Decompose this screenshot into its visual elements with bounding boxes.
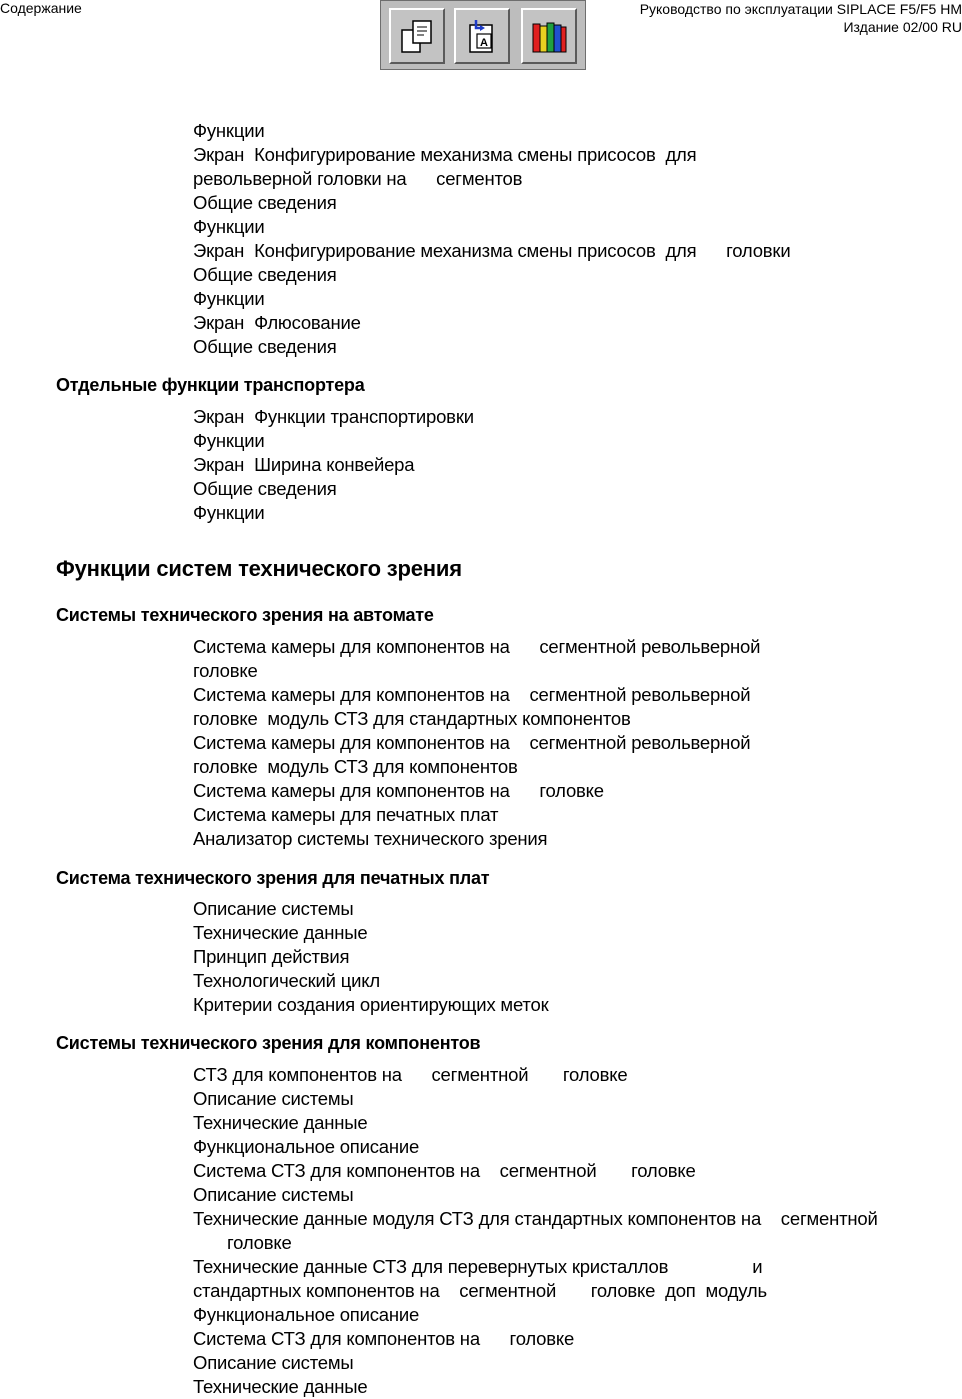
toc-entry[interactable]: револьверной головки на сегментов	[193, 168, 523, 189]
toc-entry[interactable]: Технические данные	[193, 1376, 368, 1397]
toc-entry[interactable]: Описание системы	[193, 1352, 354, 1373]
toc-entry[interactable]: Принцип действия	[193, 946, 350, 967]
edition-label: Издание 02/00 RU	[843, 19, 962, 35]
toc-entry[interactable]: стандартных компонентов на сегментной головке доп модуль	[193, 1280, 767, 1301]
toc-entry[interactable]: Система СТЗ для компонентов на головке	[193, 1328, 575, 1349]
toc-entry[interactable]: Функциональное описание	[193, 1304, 420, 1325]
translate-page-icon	[462, 16, 502, 56]
section-heading-transport[interactable]: Отдельные функции транспортера	[56, 375, 365, 395]
toc-entry[interactable]: Описание системы	[193, 898, 354, 919]
toc-entry[interactable]: Экран Конфигурирование механизма смены присосов для	[193, 144, 697, 165]
toc-entry[interactable]: Система камеры для компонентов на сегментной револьверной	[193, 636, 761, 657]
toc-entry[interactable]: Общие сведения	[193, 192, 337, 213]
toc-entry[interactable]: Функции	[193, 288, 265, 309]
toc-entry[interactable]: Технические данные СТЗ для перевернутых кристаллов и	[193, 1256, 763, 1277]
toc-entry[interactable]: Технические данные	[193, 1112, 368, 1133]
toc-entry[interactable]: Функции	[193, 430, 265, 451]
toc-entry[interactable]: СТЗ для компонентов на сегментной головке	[193, 1064, 628, 1085]
section-heading-pcb-vision[interactable]: Система технического зрения для печатных плат	[56, 868, 490, 888]
section-heading-component-vision[interactable]: Системы технического зрения для компонентов	[56, 1033, 481, 1053]
toc-entry[interactable]: Система камеры для печатных плат	[193, 804, 499, 825]
toc-entry-continuation[interactable]: головке	[227, 1232, 292, 1253]
manual-title: Руководство по эксплуатации SIPLACE F5/F5 HM	[639, 1, 962, 17]
navigation-toolbar	[380, 0, 586, 70]
toc-entry[interactable]: Анализатор системы технического зрения	[193, 828, 548, 849]
toc-entry[interactable]: Описание системы	[193, 1184, 354, 1205]
library-button[interactable]	[521, 8, 577, 64]
section-heading-machine-vision[interactable]: Системы технического зрения на автомате	[56, 605, 434, 625]
toc-entry[interactable]: Технологический цикл	[193, 970, 380, 991]
toc-entry[interactable]: Система СТЗ для компонентов на сегментной головке	[193, 1160, 696, 1181]
toc-entry[interactable]: Функции	[193, 216, 265, 237]
toc-entry[interactable]: Система камеры для компонентов на сегментной револьверной	[193, 684, 751, 705]
toc-entry[interactable]: Экран Ширина конвейера	[193, 454, 415, 475]
toc-entry[interactable]: Функции	[193, 120, 265, 141]
toc-entry[interactable]: Общие сведения	[193, 336, 337, 357]
document-header-info	[640, 0, 962, 36]
toc-entry[interactable]: Система камеры для компонентов на сегментной револьверной	[193, 732, 751, 753]
toc-entry[interactable]: Экран Конфигурирование механизма смены присосов для головки	[193, 240, 791, 261]
pages-button[interactable]	[389, 8, 445, 64]
toc-entry[interactable]: Общие сведения	[193, 264, 337, 285]
toc-entry[interactable]: Экран Флюсование	[193, 312, 361, 333]
toc-entry[interactable]: Технические данные	[193, 922, 368, 943]
header-section-title: Содержание	[0, 0, 82, 16]
toc-entry[interactable]: Система камеры для компонентов на головке	[193, 780, 604, 801]
toc-entry[interactable]: Экран Функции транспортировки	[193, 406, 474, 427]
toc-entry[interactable]: Общие сведения	[193, 478, 337, 499]
toc-entry[interactable]: Описание системы	[193, 1088, 354, 1109]
chapter-heading-vision[interactable]: Функции систем технического зрения	[56, 556, 462, 581]
toc-entry[interactable]: головке	[193, 660, 258, 681]
toc-entry[interactable]: Функции	[193, 502, 265, 523]
svg-text:A: A	[480, 37, 488, 49]
translate-page-button[interactable]	[454, 8, 510, 64]
toc-entry[interactable]: Функциональное описание	[193, 1136, 420, 1157]
toc-entry[interactable]: Технические данные модуля СТЗ для стандартных компонентов на сегментной	[193, 1208, 878, 1229]
pages-icon	[397, 16, 437, 56]
toc-entry[interactable]: головке модуль СТЗ для стандартных компонентов	[193, 708, 631, 729]
toc-entry[interactable]: головке модуль СТЗ для компонентов	[193, 756, 518, 777]
toc-entry[interactable]: Критерии создания ориентирующих меток	[193, 994, 549, 1015]
books-icon	[529, 16, 569, 56]
